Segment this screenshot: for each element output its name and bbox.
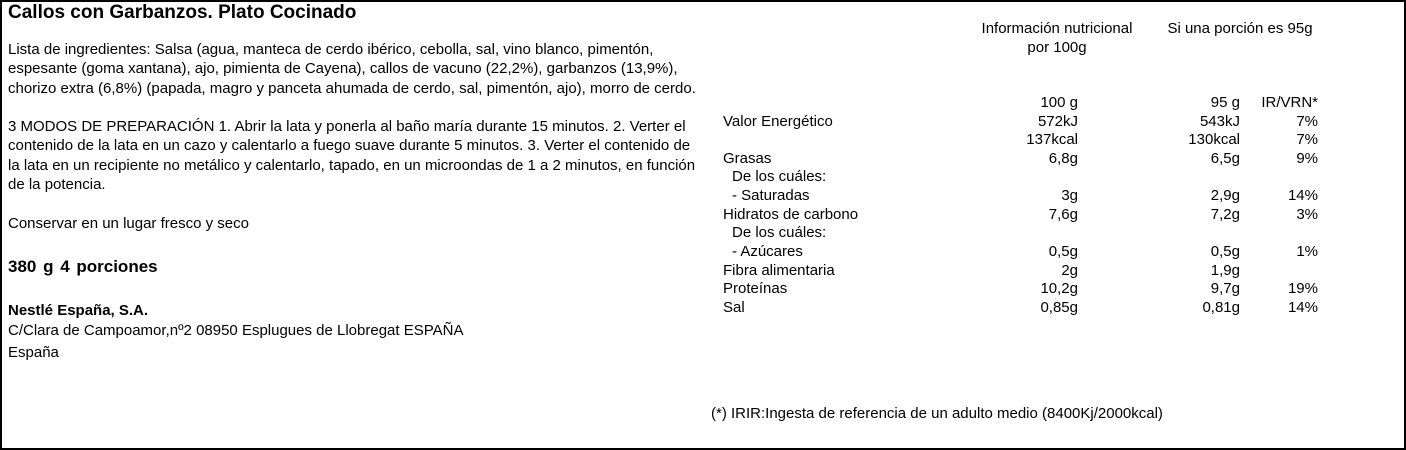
value-ir: 7% (1296, 113, 1318, 130)
value-portion: 0,5g (1210, 243, 1240, 260)
value-ir: 3% (1296, 206, 1318, 223)
value-portion: 9,7g (1210, 280, 1240, 297)
nutrition-row-fat (0, 150, 1406, 169)
value-portion: 0,81g (1202, 299, 1240, 316)
column-header-100g: 100 g (1040, 94, 1078, 111)
nutrient-label: - Azúcares (732, 243, 803, 260)
nutrient-label: Grasas (723, 150, 772, 167)
product-title: Callos con Garbanzos. Plato Cocinado (8, 2, 357, 23)
value-portion: 2,9g (1210, 187, 1240, 204)
nutrition-row-protein (0, 280, 1406, 299)
value-portion: 1,9g (1210, 262, 1240, 279)
nutrition-header-portion: Si una porción es 95g (1167, 20, 1313, 37)
nutrient-label: - Saturadas (732, 187, 810, 204)
value-per100: 2g (1061, 262, 1078, 279)
value-per100: 572kJ (1037, 113, 1078, 130)
value-per100: 0,85g (1040, 299, 1078, 316)
nutrition-row-carbohydrates (0, 206, 1406, 225)
nutrition-row-fat-of-which (0, 168, 1406, 187)
nutrient-label: Proteínas (723, 280, 788, 297)
value-per100: 10,2g (1040, 280, 1078, 297)
company-country: España (8, 344, 59, 361)
value-ir: 14% (1287, 187, 1318, 204)
nutrient-label: Fibra alimentaria (723, 262, 835, 279)
nutrient-label: Valor Energético (723, 113, 833, 130)
nutrient-label: Sal (723, 299, 745, 316)
nutrition-row-saturated (0, 187, 1406, 206)
value-per100: 3g (1061, 187, 1078, 204)
nutrition-row-salt (0, 299, 1406, 318)
value-portion: 130kcal (1188, 131, 1240, 148)
storage-instructions: Conservar en un lugar fresco y seco (8, 215, 249, 232)
value-portion: 7,2g (1210, 206, 1240, 223)
value-ir: 14% (1287, 299, 1318, 316)
reference-intake-footnote: (*) IRIR:Ingesta de referencia de un adulto medio (8400Kj/2000kcal) (711, 405, 1163, 422)
nutrition-row-fiber (0, 262, 1406, 281)
value-portion: 6,5g (1210, 150, 1240, 167)
company-name: Nestlé España, S.A. (8, 302, 149, 319)
nutrient-label: Hidratos de carbono (723, 206, 859, 223)
column-header-portion: 95 g (1210, 94, 1240, 111)
company-address: C/Clara de Campoamor,nº2 08950 Esplugues de Llobregat ESPAÑA (8, 322, 464, 339)
value-per100: 7,6g (1048, 206, 1078, 223)
nutrient-label: De los cuáles: (732, 224, 827, 241)
value-ir: 7% (1296, 131, 1318, 148)
nutrition-row-energy-kj (0, 113, 1406, 132)
nutrition-header-per100: Información nutricional por 100g (981, 20, 1133, 56)
nutrition-row-carbs-of-which (0, 224, 1406, 243)
value-per100: 0,5g (1048, 243, 1078, 260)
ingredients-list: Lista de ingredientes: Salsa (agua, manteca de cerdo ibérico, cebolla, sal, vino blanco, pimentón, espesante (goma xantana), ajo, pimienta de Cayena), callos de vacuno (22,2%), garbanzos (13,9%), chorizo extra (6,8%) (papada, magro y panceta ahumada de cerdo, sal, pimentón, ajo), morro de cerdo. (8, 41, 696, 97)
value-per100: 6,8g (1048, 150, 1078, 167)
net-weight: 380 g 4 porciones (8, 257, 158, 276)
value-portion: 543kJ (1199, 113, 1240, 130)
nutrition-row-sugars (0, 243, 1406, 262)
preparation-instructions: 3 MODOS DE PREPARACIÓN 1. Abrir la lata y ponerla al baño maría durante 15 minutos. 2. Verter el contenido de la lata en un cazo y calentarlo a fuego suave durante 5 minutos. 3. Verter el contenido de la lata en un recipiente no metálico y calentarlo, tapado, en un microondas de 1 a 2 minutos, en función de la potencia. (8, 118, 696, 193)
value-ir: 19% (1287, 280, 1318, 297)
value-per100: 137kcal (1026, 131, 1078, 148)
nutrition-row-energy-kcal (0, 131, 1406, 150)
value-ir: 9% (1296, 150, 1318, 167)
nutrient-label: De los cuáles: (732, 168, 827, 185)
value-ir: 1% (1296, 243, 1318, 260)
column-header-ir: IR/VRN* (1261, 94, 1318, 111)
